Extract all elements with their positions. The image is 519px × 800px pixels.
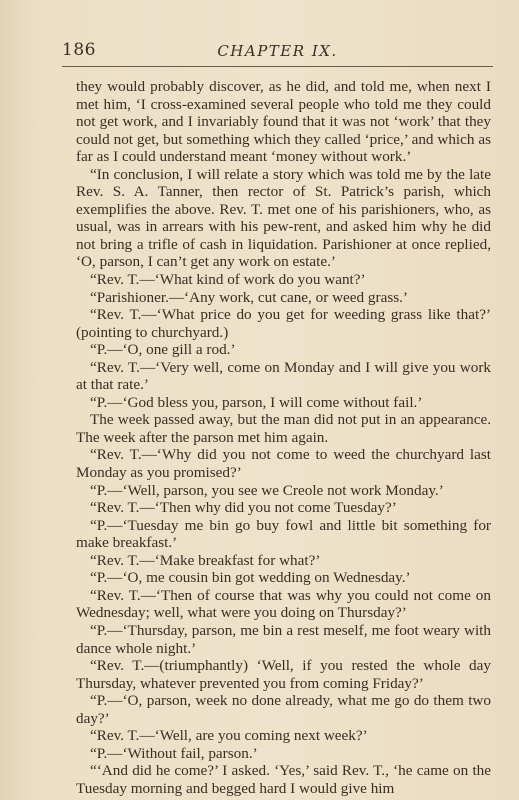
paragraph: “P.—‘Tuesday me bin go buy fowl and little bit something for make breakfast.’: [76, 516, 491, 552]
paragraph: “Rev. T.—‘Then of course that was why you could not come on Wednesday; well, what were you doing on Thursday?’: [76, 586, 491, 622]
page-header: [62, 40, 493, 66]
paragraph: “Rev. T.—‘Then why did you not come Tuesday?’: [90, 499, 397, 517]
paragraph: “P.—‘O, me cousin bin got wedding on Wednesday.’: [90, 569, 411, 587]
paragraph: “P.—‘Well, parson, you see we Creole not work Monday.’: [90, 481, 444, 499]
paragraph: “Rev. T.—‘What kind of work do you want?’: [90, 271, 366, 289]
paragraph: The week passed away, but the man did not put in an appearance. The week after the parson met him again.: [76, 411, 491, 446]
paragraph: “Rev. T.—‘Very well, come on Monday and I will give you work at that rate.’: [76, 358, 491, 394]
header-rule: [62, 66, 493, 67]
paragraph: “Rev. T.—‘Why did you not come to weed the churchyard last Monday as you promised?’: [76, 446, 491, 482]
running-head: CHAPTER IX.: [217, 42, 338, 60]
body-text: [76, 78, 491, 797]
paragraph: “‘And did he come?’ I asked. ‘Yes,’ said Rev. T., ‘he came on the Tuesday morning and begged hard I would give him: [76, 762, 491, 797]
paragraph: “Rev. T.—‘What price do you get for weeding grass like that?’ (pointing to churchyard.): [76, 306, 491, 341]
paragraph: “Rev. T.—‘Make breakfast for what?’: [90, 551, 321, 569]
paragraph: “Rev. T.—‘Well, are you coming next week?’: [90, 727, 368, 745]
paragraph: “P.—‘Thursday, parson, me bin a rest meself, me foot weary with dance whole night.’: [76, 621, 491, 657]
page-number: 186: [62, 40, 96, 60]
paragraph: “Parishioner.—‘Any work, cut cane, or weed grass.’: [90, 288, 408, 306]
paragraph: “In conclusion, I will relate a story which was told me by the late Rev. S. A. Tanner, then rector of St. Patrick’s parish, which exemplifies the above. Rev. T. met one of his parishioners, who, as usual, was in arrears with his pew-rent, and asked him why he did not bring a trifle of cash in liquidation. Parishioner at once replied, ‘O, parson, I can’t get any work on estate.’: [76, 165, 491, 271]
paragraph: “P.—‘Without fail, parson.’: [90, 744, 258, 762]
paragraph: “P.—‘O, one gill a rod.’: [90, 341, 236, 359]
paragraph: they would probably discover, as he did, and told me, when next I met him, ‘I cross-examined several people who told me they could not get work, and I invariably found that it was not ‘work’ that they could not get, but something which they called ‘price,’ and which as far as I could understand meant ‘money without work.’: [76, 78, 491, 166]
paragraph: “P.—‘God bless you, parson, I will come without fail.’: [90, 393, 423, 411]
paragraph: “P.—‘O, parson, week no done already, what me go do them two day?’: [76, 692, 491, 727]
paragraph: “Rev. T.—(triumphantly) ‘Well, if you rested the whole day Thursday, whatever prevented you from coming Friday?’: [76, 657, 491, 692]
